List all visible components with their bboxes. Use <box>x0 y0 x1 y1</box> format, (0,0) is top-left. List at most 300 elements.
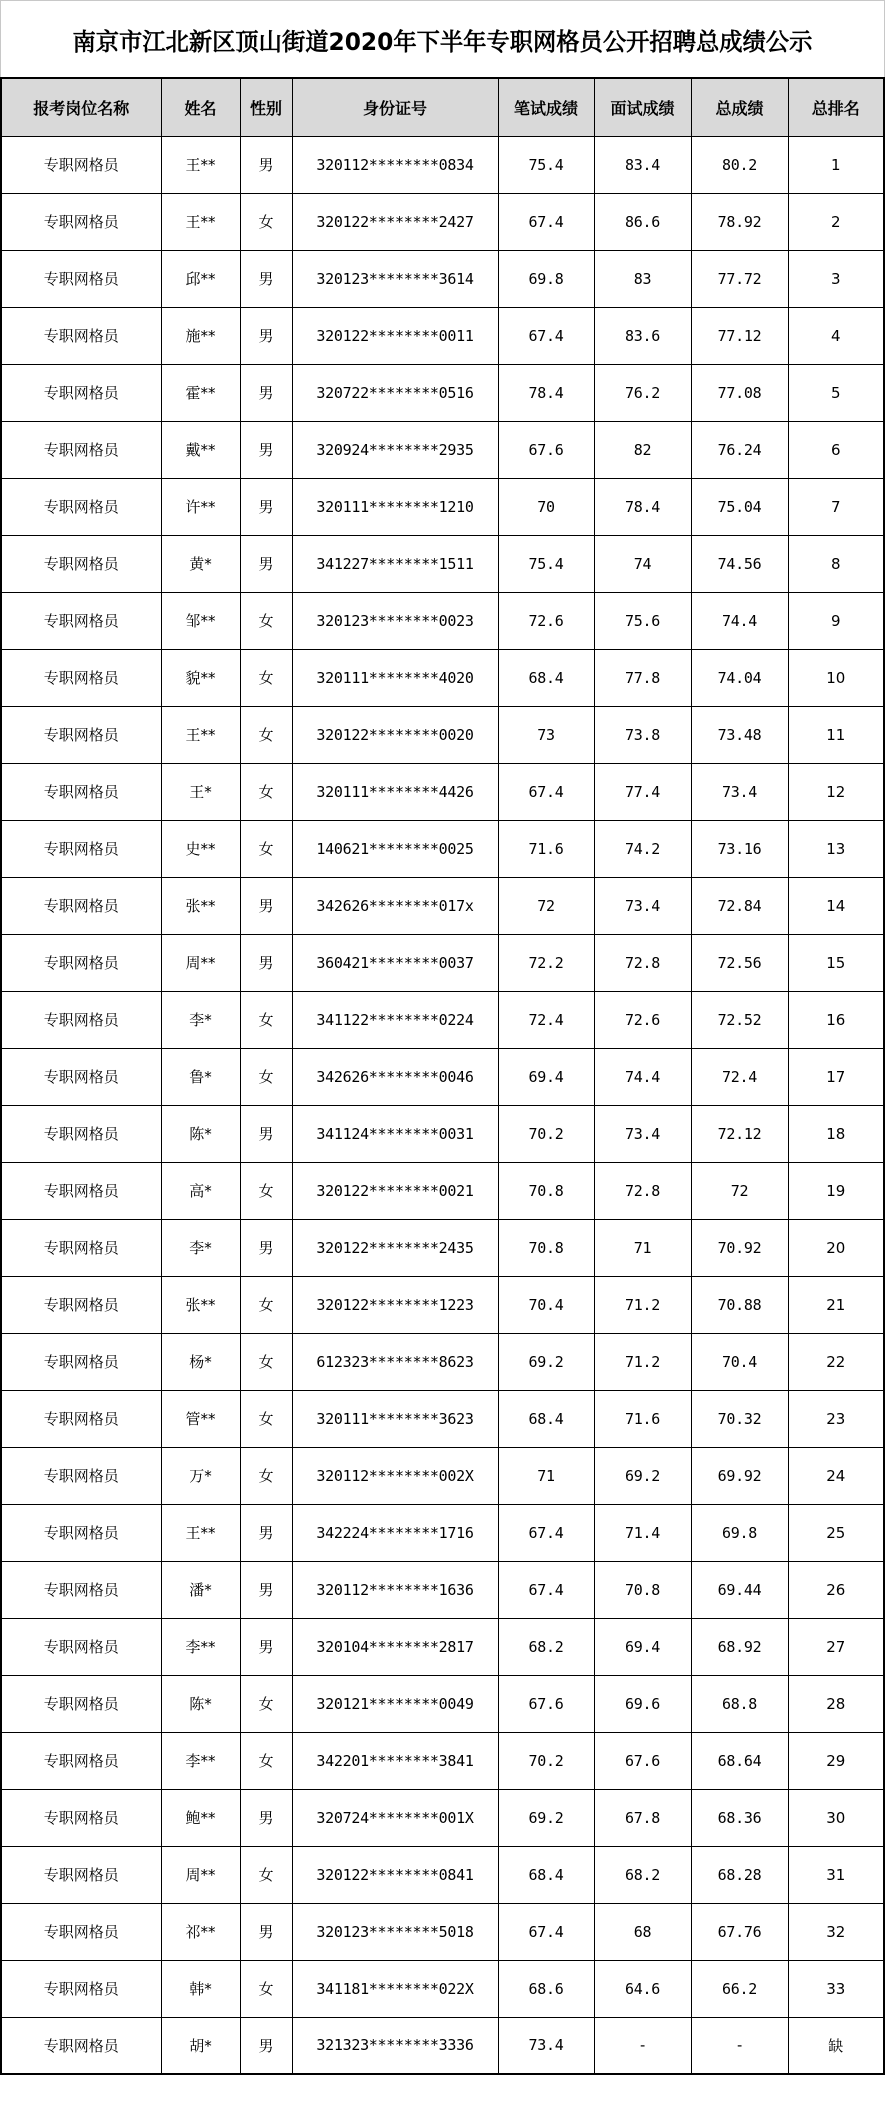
cell-total-score: 72.52 <box>691 991 788 1048</box>
cell-interview-score: 71.2 <box>594 1333 691 1390</box>
cell-rank: 15 <box>788 934 884 991</box>
cell-written-score: 70.8 <box>498 1219 594 1276</box>
cell-rank: 8 <box>788 535 884 592</box>
cell-total-score: 69.8 <box>691 1504 788 1561</box>
cell-rank: 12 <box>788 763 884 820</box>
cell-name: 邱** <box>161 250 240 307</box>
cell-interview-score: 74.2 <box>594 820 691 877</box>
cell-gender: 男 <box>240 136 292 193</box>
table-row <box>1 706 884 763</box>
cell-rank: 7 <box>788 478 884 535</box>
cell-name: 邹** <box>161 592 240 649</box>
cell-position: 专职网格员 <box>1 1789 161 1846</box>
cell-total-score: 70.4 <box>691 1333 788 1390</box>
table-row <box>1 1561 884 1618</box>
cell-total-score: 68.28 <box>691 1846 788 1903</box>
cell-name: 陈* <box>161 1105 240 1162</box>
table-row <box>1 193 884 250</box>
header-name: 姓名 <box>161 78 240 136</box>
table-row <box>1 136 884 193</box>
cell-interview-score: 74 <box>594 535 691 592</box>
cell-interview-score: 68 <box>594 1903 691 1960</box>
cell-interview-score: 82 <box>594 421 691 478</box>
cell-position: 专职网格员 <box>1 1960 161 2017</box>
cell-written-score: 75.4 <box>498 136 594 193</box>
cell-interview-score: 73.4 <box>594 877 691 934</box>
cell-written-score: 78.4 <box>498 364 594 421</box>
cell-id-number: 320122********0841 <box>292 1846 498 1903</box>
cell-rank: 32 <box>788 1903 884 1960</box>
cell-id-number: 321323********3336 <box>292 2017 498 2074</box>
cell-rank: 11 <box>788 706 884 763</box>
cell-name: 王* <box>161 763 240 820</box>
cell-total-score: 76.24 <box>691 421 788 478</box>
table-row <box>1 1618 884 1675</box>
header-id-number: 身份证号 <box>292 78 498 136</box>
cell-id-number: 320121********0049 <box>292 1675 498 1732</box>
cell-total-score: 68.36 <box>691 1789 788 1846</box>
title-band <box>0 0 885 78</box>
cell-interview-score: 83 <box>594 250 691 307</box>
cell-total-score: 72.84 <box>691 877 788 934</box>
cell-interview-score: 83.6 <box>594 307 691 364</box>
cell-id-number: 320111********3623 <box>292 1390 498 1447</box>
cell-gender: 女 <box>240 1048 292 1105</box>
cell-written-score: 67.4 <box>498 763 594 820</box>
cell-position: 专职网格员 <box>1 649 161 706</box>
cell-position: 专职网格员 <box>1 1846 161 1903</box>
cell-written-score: 67.4 <box>498 1561 594 1618</box>
cell-name: 施** <box>161 307 240 364</box>
cell-rank: 4 <box>788 307 884 364</box>
cell-total-score: 77.08 <box>691 364 788 421</box>
cell-total-score: 77.72 <box>691 250 788 307</box>
cell-total-score: 66.2 <box>691 1960 788 2017</box>
cell-position: 专职网格员 <box>1 307 161 364</box>
cell-written-score: 70.4 <box>498 1276 594 1333</box>
cell-position: 专职网格员 <box>1 1447 161 1504</box>
cell-id-number: 320112********002X <box>292 1447 498 1504</box>
table-row <box>1 592 884 649</box>
cell-written-score: 68.4 <box>498 1846 594 1903</box>
cell-written-score: 69.2 <box>498 1789 594 1846</box>
cell-written-score: 72.6 <box>498 592 594 649</box>
cell-written-score: 73 <box>498 706 594 763</box>
cell-name: 管** <box>161 1390 240 1447</box>
cell-position: 专职网格员 <box>1 1675 161 1732</box>
table-row <box>1 478 884 535</box>
cell-position: 专职网格员 <box>1 763 161 820</box>
cell-position: 专职网格员 <box>1 706 161 763</box>
cell-written-score: 72.4 <box>498 991 594 1048</box>
table-row <box>1 250 884 307</box>
table-row <box>1 1960 884 2017</box>
cell-position: 专职网格员 <box>1 535 161 592</box>
cell-position: 专职网格员 <box>1 1561 161 1618</box>
cell-gender: 女 <box>240 820 292 877</box>
cell-position: 专职网格员 <box>1 421 161 478</box>
cell-interview-score: 67.8 <box>594 1789 691 1846</box>
table-row <box>1 1447 884 1504</box>
cell-id-number: 320123********3614 <box>292 250 498 307</box>
cell-name: 韩* <box>161 1960 240 2017</box>
cell-written-score: 70.8 <box>498 1162 594 1219</box>
cell-name: 王** <box>161 706 240 763</box>
cell-id-number: 320112********1636 <box>292 1561 498 1618</box>
cell-written-score: 70.2 <box>498 1105 594 1162</box>
cell-rank: 22 <box>788 1333 884 1390</box>
cell-total-score: 69.92 <box>691 1447 788 1504</box>
cell-gender: 男 <box>240 421 292 478</box>
cell-gender: 女 <box>240 991 292 1048</box>
cell-id-number: 320924********2935 <box>292 421 498 478</box>
cell-written-score: 68.4 <box>498 1390 594 1447</box>
cell-id-number: 341124********0031 <box>292 1105 498 1162</box>
cell-id-number: 342201********3841 <box>292 1732 498 1789</box>
cell-gender: 女 <box>240 763 292 820</box>
cell-written-score: 70 <box>498 478 594 535</box>
cell-interview-score: 83.4 <box>594 136 691 193</box>
cell-name: 高* <box>161 1162 240 1219</box>
cell-total-score: 74.56 <box>691 535 788 592</box>
cell-written-score: 67.6 <box>498 1675 594 1732</box>
cell-name: 戴** <box>161 421 240 478</box>
cell-position: 专职网格员 <box>1 250 161 307</box>
cell-gender: 女 <box>240 1162 292 1219</box>
results-table <box>0 77 885 2075</box>
cell-interview-score: 77.4 <box>594 763 691 820</box>
table-row <box>1 877 884 934</box>
cell-interview-score: 72.6 <box>594 991 691 1048</box>
table-row <box>1 1048 884 1105</box>
cell-name: 周** <box>161 934 240 991</box>
cell-rank: 26 <box>788 1561 884 1618</box>
cell-name: 杨* <box>161 1333 240 1390</box>
cell-interview-score: 70.8 <box>594 1561 691 1618</box>
cell-position: 专职网格员 <box>1 1903 161 1960</box>
header-rank: 总排名 <box>788 78 884 136</box>
cell-total-score: 73.48 <box>691 706 788 763</box>
cell-rank: 缺 <box>788 2017 884 2074</box>
cell-name: 黄* <box>161 535 240 592</box>
cell-written-score: 67.6 <box>498 421 594 478</box>
cell-rank: 2 <box>788 193 884 250</box>
cell-id-number: 320122********2427 <box>292 193 498 250</box>
cell-total-score: 72.12 <box>691 1105 788 1162</box>
cell-id-number: 320104********2817 <box>292 1618 498 1675</box>
cell-gender: 男 <box>240 1789 292 1846</box>
cell-id-number: 342626********017x <box>292 877 498 934</box>
cell-name: 鲍** <box>161 1789 240 1846</box>
cell-position: 专职网格员 <box>1 193 161 250</box>
cell-id-number: 360421********0037 <box>292 934 498 991</box>
table-row <box>1 2017 884 2074</box>
cell-written-score: 67.4 <box>498 1903 594 1960</box>
table-row <box>1 1732 884 1789</box>
cell-name: 许** <box>161 478 240 535</box>
cell-id-number: 320112********0834 <box>292 136 498 193</box>
cell-id-number: 612323********8623 <box>292 1333 498 1390</box>
cell-name: 胡* <box>161 2017 240 2074</box>
cell-interview-score: - <box>594 2017 691 2074</box>
page-title: 南京市江北新区顶山街道2020年下半年专职网格员公开招聘总成绩公示 <box>72 28 813 56</box>
table-row <box>1 1504 884 1561</box>
cell-interview-score: 76.2 <box>594 364 691 421</box>
cell-total-score: 69.44 <box>691 1561 788 1618</box>
cell-name: 张** <box>161 877 240 934</box>
cell-gender: 男 <box>240 478 292 535</box>
cell-id-number: 320122********0011 <box>292 307 498 364</box>
cell-name: 霍** <box>161 364 240 421</box>
cell-total-score: 78.92 <box>691 193 788 250</box>
cell-rank: 28 <box>788 1675 884 1732</box>
cell-interview-score: 69.2 <box>594 1447 691 1504</box>
cell-position: 专职网格员 <box>1 1504 161 1561</box>
cell-gender: 女 <box>240 706 292 763</box>
cell-written-score: 67.4 <box>498 193 594 250</box>
table-row <box>1 934 884 991</box>
cell-position: 专职网格员 <box>1 136 161 193</box>
cell-total-score: 75.04 <box>691 478 788 535</box>
cell-position: 专职网格员 <box>1 478 161 535</box>
cell-rank: 9 <box>788 592 884 649</box>
cell-interview-score: 72.8 <box>594 1162 691 1219</box>
table-row <box>1 1675 884 1732</box>
cell-id-number: 320111********4020 <box>292 649 498 706</box>
cell-name: 王** <box>161 1504 240 1561</box>
table-row <box>1 364 884 421</box>
table-row <box>1 1846 884 1903</box>
header-total-score: 总成绩 <box>691 78 788 136</box>
cell-interview-score: 67.6 <box>594 1732 691 1789</box>
cell-position: 专职网格员 <box>1 1390 161 1447</box>
cell-position: 专职网格员 <box>1 2017 161 2074</box>
cell-gender: 男 <box>240 1561 292 1618</box>
cell-written-score: 71 <box>498 1447 594 1504</box>
cell-gender: 女 <box>240 1675 292 1732</box>
cell-name: 王** <box>161 193 240 250</box>
cell-written-score: 67.4 <box>498 1504 594 1561</box>
cell-gender: 女 <box>240 1333 292 1390</box>
cell-gender: 男 <box>240 1105 292 1162</box>
cell-interview-score: 69.4 <box>594 1618 691 1675</box>
cell-rank: 24 <box>788 1447 884 1504</box>
cell-id-number: 320123********0023 <box>292 592 498 649</box>
cell-id-number: 320722********0516 <box>292 364 498 421</box>
cell-id-number: 320122********1223 <box>292 1276 498 1333</box>
cell-interview-score: 74.4 <box>594 1048 691 1105</box>
cell-rank: 10 <box>788 649 884 706</box>
cell-total-score: 74.4 <box>691 592 788 649</box>
cell-rank: 30 <box>788 1789 884 1846</box>
cell-written-score: 68.2 <box>498 1618 594 1675</box>
cell-position: 专职网格员 <box>1 1732 161 1789</box>
cell-id-number: 341181********022X <box>292 1960 498 2017</box>
cell-total-score: 67.76 <box>691 1903 788 1960</box>
cell-rank: 1 <box>788 136 884 193</box>
table-row <box>1 1390 884 1447</box>
cell-written-score: 72 <box>498 877 594 934</box>
cell-id-number: 320724********001X <box>292 1789 498 1846</box>
cell-gender: 女 <box>240 592 292 649</box>
cell-gender: 男 <box>240 1903 292 1960</box>
cell-total-score: 73.4 <box>691 763 788 820</box>
table-row <box>1 820 884 877</box>
cell-interview-score: 75.6 <box>594 592 691 649</box>
cell-name: 万* <box>161 1447 240 1504</box>
cell-interview-score: 69.6 <box>594 1675 691 1732</box>
cell-name: 鲁* <box>161 1048 240 1105</box>
table-row <box>1 1105 884 1162</box>
cell-gender: 女 <box>240 193 292 250</box>
cell-interview-score: 78.4 <box>594 478 691 535</box>
table-row <box>1 991 884 1048</box>
cell-interview-score: 71.4 <box>594 1504 691 1561</box>
cell-total-score: 80.2 <box>691 136 788 193</box>
cell-written-score: 72.2 <box>498 934 594 991</box>
table-row <box>1 535 884 592</box>
cell-interview-score: 64.6 <box>594 1960 691 2017</box>
cell-name: 潘* <box>161 1561 240 1618</box>
cell-rank: 27 <box>788 1618 884 1675</box>
cell-id-number: 320122********0020 <box>292 706 498 763</box>
cell-gender: 女 <box>240 1732 292 1789</box>
header-interview-score: 面试成绩 <box>594 78 691 136</box>
cell-gender: 男 <box>240 934 292 991</box>
header-position: 报考岗位名称 <box>1 78 161 136</box>
cell-total-score: 68.8 <box>691 1675 788 1732</box>
cell-interview-score: 73.4 <box>594 1105 691 1162</box>
cell-interview-score: 71.2 <box>594 1276 691 1333</box>
cell-rank: 21 <box>788 1276 884 1333</box>
cell-position: 专职网格员 <box>1 1162 161 1219</box>
cell-rank: 33 <box>788 1960 884 2017</box>
cell-total-score: 72 <box>691 1162 788 1219</box>
cell-total-score: 68.92 <box>691 1618 788 1675</box>
cell-written-score: 69.8 <box>498 250 594 307</box>
cell-position: 专职网格员 <box>1 592 161 649</box>
cell-gender: 男 <box>240 2017 292 2074</box>
cell-rank: 20 <box>788 1219 884 1276</box>
cell-name: 李** <box>161 1618 240 1675</box>
cell-rank: 16 <box>788 991 884 1048</box>
cell-position: 专职网格员 <box>1 991 161 1048</box>
cell-position: 专职网格员 <box>1 877 161 934</box>
cell-rank: 23 <box>788 1390 884 1447</box>
cell-total-score: 74.04 <box>691 649 788 706</box>
cell-rank: 31 <box>788 1846 884 1903</box>
table-row <box>1 307 884 364</box>
cell-rank: 5 <box>788 364 884 421</box>
cell-interview-score: 73.8 <box>594 706 691 763</box>
table-row <box>1 421 884 478</box>
cell-written-score: 69.2 <box>498 1333 594 1390</box>
cell-gender: 男 <box>240 364 292 421</box>
cell-rank: 14 <box>788 877 884 934</box>
cell-rank: 6 <box>788 421 884 478</box>
cell-name: 王** <box>161 136 240 193</box>
cell-total-score: 73.16 <box>691 820 788 877</box>
header-gender: 性别 <box>240 78 292 136</box>
table-row <box>1 649 884 706</box>
cell-interview-score: 71 <box>594 1219 691 1276</box>
cell-name: 李* <box>161 1219 240 1276</box>
cell-total-score: - <box>691 2017 788 2074</box>
table-row <box>1 1789 884 1846</box>
cell-id-number: 342626********0046 <box>292 1048 498 1105</box>
header-row <box>1 78 884 136</box>
cell-position: 专职网格员 <box>1 820 161 877</box>
cell-gender: 男 <box>240 307 292 364</box>
table-row <box>1 1219 884 1276</box>
header-written-score: 笔试成绩 <box>498 78 594 136</box>
cell-name: 祁** <box>161 1903 240 1960</box>
cell-name: 陈* <box>161 1675 240 1732</box>
cell-interview-score: 71.6 <box>594 1390 691 1447</box>
table-row <box>1 1162 884 1219</box>
cell-name: 李** <box>161 1732 240 1789</box>
cell-rank: 17 <box>788 1048 884 1105</box>
cell-position: 专职网格员 <box>1 1276 161 1333</box>
cell-id-number: 341227********1511 <box>292 535 498 592</box>
cell-total-score: 77.12 <box>691 307 788 364</box>
cell-name: 李* <box>161 991 240 1048</box>
cell-position: 专职网格员 <box>1 1618 161 1675</box>
cell-gender: 男 <box>240 1504 292 1561</box>
cell-id-number: 140621********0025 <box>292 820 498 877</box>
cell-id-number: 341122********0224 <box>292 991 498 1048</box>
cell-id-number: 320122********0021 <box>292 1162 498 1219</box>
cell-rank: 13 <box>788 820 884 877</box>
cell-written-score: 68.6 <box>498 1960 594 2017</box>
table-row <box>1 763 884 820</box>
cell-gender: 男 <box>240 1219 292 1276</box>
cell-written-score: 75.4 <box>498 535 594 592</box>
table-row <box>1 1276 884 1333</box>
cell-rank: 19 <box>788 1162 884 1219</box>
cell-interview-score: 86.6 <box>594 193 691 250</box>
cell-interview-score: 72.8 <box>594 934 691 991</box>
cell-interview-score: 68.2 <box>594 1846 691 1903</box>
cell-position: 专职网格员 <box>1 934 161 991</box>
cell-position: 专职网格员 <box>1 1219 161 1276</box>
cell-gender: 女 <box>240 649 292 706</box>
cell-gender: 女 <box>240 1846 292 1903</box>
cell-written-score: 68.4 <box>498 649 594 706</box>
cell-gender: 男 <box>240 1618 292 1675</box>
table-row <box>1 1903 884 1960</box>
cell-name: 貌** <box>161 649 240 706</box>
cell-position: 专职网格员 <box>1 1105 161 1162</box>
cell-id-number: 320123********5018 <box>292 1903 498 1960</box>
cell-position: 专职网格员 <box>1 1048 161 1105</box>
cell-total-score: 70.88 <box>691 1276 788 1333</box>
cell-gender: 男 <box>240 877 292 934</box>
cell-interview-score: 77.8 <box>594 649 691 706</box>
cell-written-score: 70.2 <box>498 1732 594 1789</box>
table-row <box>1 1333 884 1390</box>
cell-gender: 女 <box>240 1390 292 1447</box>
cell-rank: 3 <box>788 250 884 307</box>
cell-id-number: 320122********2435 <box>292 1219 498 1276</box>
cell-id-number: 320111********4426 <box>292 763 498 820</box>
cell-total-score: 70.92 <box>691 1219 788 1276</box>
cell-written-score: 69.4 <box>498 1048 594 1105</box>
cell-id-number: 342224********1716 <box>292 1504 498 1561</box>
cell-id-number: 320111********1210 <box>292 478 498 535</box>
cell-gender: 男 <box>240 535 292 592</box>
cell-gender: 女 <box>240 1447 292 1504</box>
